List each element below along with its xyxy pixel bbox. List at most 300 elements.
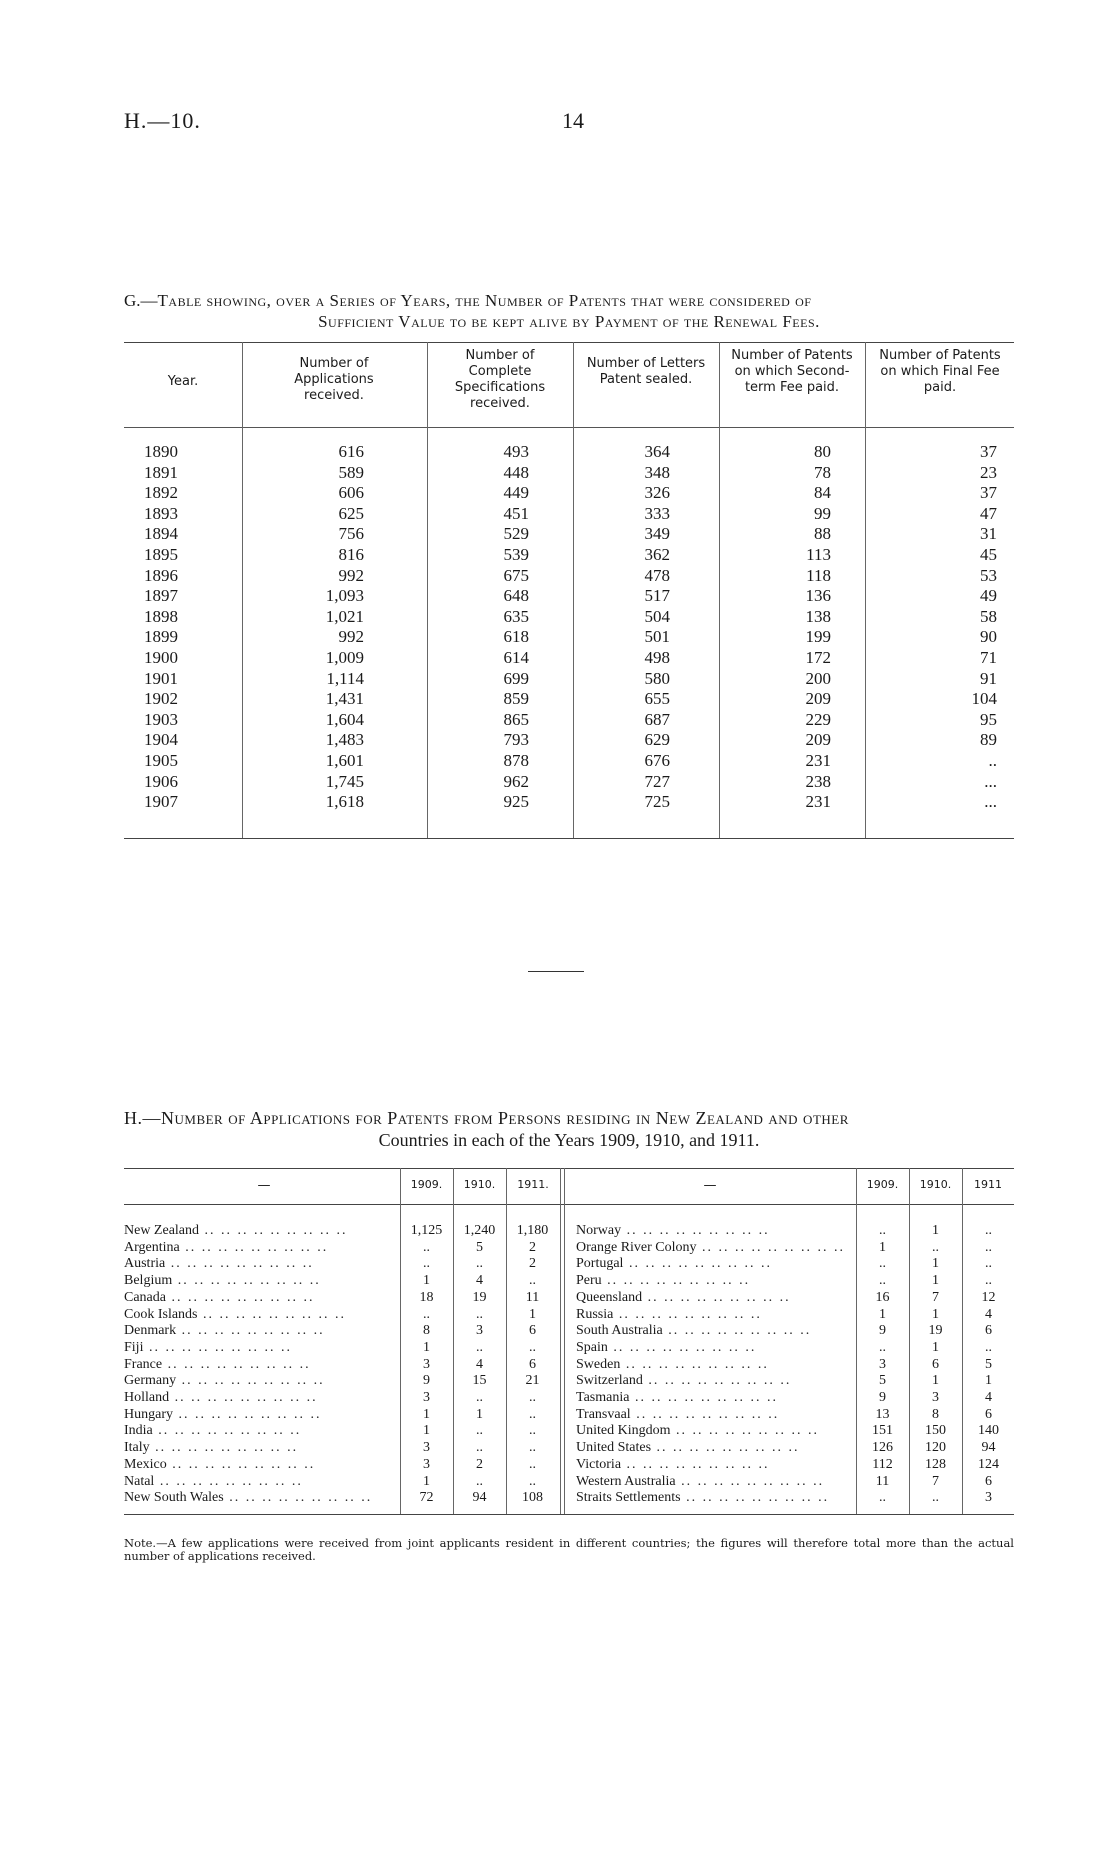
cell-value: .. [476,1390,483,1405]
cell-letters-patent: 727 [644,771,670,791]
table-row [124,1440,1014,1457]
cell-value: 6 [932,1356,939,1372]
cell-value: .. [423,1306,430,1322]
cell-value: 128 [925,1456,946,1472]
cell-value: .. [529,1423,536,1439]
footnote: Note.—A few applications were received from joint applicants resident in different countries; the figures will therefore total more than the actual number of applications received. [124,1536,1014,1563]
cell-value: 1 [879,1239,886,1255]
cell-final-fee: 91 [980,668,997,688]
cell-value: .. [476,1339,483,1355]
table-g-title [124,290,1014,332]
cell-letters-patent: 362 [644,545,670,564]
country-name: Portugal .. .. .. .. .. .. .. .. .. [576,1256,772,1272]
cell-final-fee: ... [984,792,997,812]
country-name: Russia .. .. .. .. .. .. .. .. .. [576,1306,762,1322]
cell-second-term-fee: 136 [805,586,831,606]
cell-applications: 1,021 [325,606,364,626]
table-h-title-line2: Countries in each of the Years 1909, 1910, and 1911. [378,1130,760,1150]
cell-value: .. [476,1256,483,1272]
right-year-1911: 1911 [974,1178,1002,1191]
cell-value: 124 [978,1456,999,1472]
cell-value: 120 [925,1440,946,1456]
cell-value: .. [529,1390,536,1405]
cell-second-term-fee: 199 [805,627,831,647]
country-name: Transvaal .. .. .. .. .. .. .. .. .. [576,1406,780,1422]
table-row [124,545,1014,565]
cell-value: 8 [932,1406,939,1422]
cell-value: 5 [476,1239,483,1255]
cell-year: 1901 [144,668,178,688]
cell-second-term-fee: 84 [814,483,831,503]
cell-letters-patent: 349 [644,524,670,544]
cell-applications: 1,745 [325,771,364,791]
cell-value: 1 [423,1423,430,1439]
country-name: Hungary .. .. .. .. .. .. .. .. .. [124,1406,322,1422]
cell-value: 6 [529,1356,536,1372]
left-year-1911: 1911. [517,1178,549,1191]
cell-final-fee: 45 [980,545,997,564]
cell-value: 94 [981,1440,996,1456]
country-name: Tasmania .. .. .. .. .. .. .. .. .. [576,1390,778,1405]
country-name: Natal .. .. .. .. .. .. .. .. .. [124,1473,303,1489]
cell-letters-patent: 501 [644,627,670,647]
cell-value: 4 [476,1273,483,1289]
country-name: United States .. .. .. .. .. .. .. .. .. [576,1440,800,1456]
cell-final-fee: 90 [980,627,997,647]
cell-value: 3 [423,1440,430,1456]
cell-value: 1 [423,1406,430,1422]
cell-letters-patent: 725 [644,792,670,812]
cell-value: .. [879,1223,886,1238]
country-name: Argentina .. .. .. .. .. .. .. .. .. [124,1239,329,1255]
cell-specifications: 859 [503,689,529,709]
cell-value: 2 [476,1456,483,1472]
cell-value: 1 [423,1273,430,1289]
cell-value: 7 [932,1473,939,1489]
cell-applications: 992 [338,565,364,585]
cell-value: 15 [472,1373,487,1389]
country-name: Belgium .. .. .. .. .. .. .. .. .. [124,1273,321,1289]
right-year-1909: 1909. [866,1178,899,1191]
cell-value: 18 [419,1289,434,1305]
cell-specifications: 451 [503,503,529,523]
cell-value: 1,240 [463,1223,496,1238]
left-year-1909: 1909. [410,1178,443,1191]
cell-final-fee: 23 [980,462,997,482]
cell-value: 1 [932,1306,939,1322]
cell-specifications: 529 [503,524,529,544]
cell-value: 3 [423,1356,430,1372]
cell-specifications: 448 [503,462,529,482]
cell-value: .. [529,1406,536,1422]
cell-letters-patent: 580 [644,668,670,688]
cell-value: .. [423,1256,430,1272]
cell-year: 1899 [144,627,178,647]
cell-final-fee: 47 [980,503,997,523]
table-g-title-line1: Table showing, over a Series of Years, the Number of Patents that were considered of [157,291,812,310]
cell-second-term-fee: 209 [805,730,831,750]
cell-value: 19 [928,1323,943,1339]
cell-year: 1905 [144,751,178,770]
cell-second-term-fee: 80 [814,442,831,461]
table-row [124,1240,1014,1257]
table-row [124,1474,1014,1491]
cell-specifications: 614 [503,648,529,667]
cell-value: 1 [529,1306,536,1322]
table-row [124,1357,1014,1374]
country-name: Western Australia .. .. .. .. .. .. .. .. .. [576,1473,825,1489]
cell-value: 112 [872,1456,893,1472]
cell-letters-patent: 504 [644,606,670,626]
cell-value: .. [476,1423,483,1439]
table-row [124,1390,1014,1407]
cell-value: 4 [476,1356,483,1372]
cell-letters-patent: 478 [644,565,670,585]
cell-applications: 616 [338,442,364,461]
cell-applications: 606 [338,483,364,503]
col-header-final-fee: Number of Patents on which Final Fee paid. [879,348,1001,395]
col-header-year: Year. [167,374,199,389]
table-row [124,1307,1014,1324]
table-row [124,607,1014,627]
cell-value: 1 [932,1256,939,1272]
table-row [124,1407,1014,1424]
country-name: France .. .. .. .. .. .. .. .. .. [124,1356,311,1372]
table-row [124,1457,1014,1474]
cell-applications: 1,604 [325,709,364,729]
cell-value: .. [476,1306,483,1322]
table-row [124,627,1014,647]
country-name: Orange River Colony .. .. .. .. .. .. .. .. .. [576,1239,846,1255]
cell-letters-patent: 348 [644,462,670,482]
table-row [124,463,1014,483]
col-header-letters-patent: Number of Letters Patent sealed. [586,356,706,387]
table-g [124,342,1014,842]
cell-value: 6 [985,1406,992,1422]
country-name: Switzerland .. .. .. .. .. .. .. .. .. [576,1373,792,1389]
cell-value: 3 [423,1390,430,1405]
cell-applications: 756 [338,524,364,544]
col-header-applications: Number of Applications received. [294,356,374,403]
table-row [124,1423,1014,1440]
country-name: Victoria .. .. .. .. .. .. .. .. .. [576,1456,770,1472]
country-name: Holland .. .. .. .. .. .. .. .. .. [124,1390,318,1405]
cell-value: 1 [932,1339,939,1355]
cell-value: .. [985,1239,992,1255]
cell-final-fee: 53 [980,565,997,585]
cell-second-term-fee: 200 [805,668,831,688]
cell-applications: 1,431 [325,689,364,709]
cell-applications: 816 [338,545,364,564]
page-number: 14 [562,108,584,133]
cell-value: 1 [932,1373,939,1389]
cell-value: .. [932,1239,939,1255]
section-divider [528,971,584,972]
cell-value: 4 [985,1306,992,1322]
cell-value: 6 [529,1323,536,1339]
cell-value: 5 [985,1356,992,1372]
cell-year: 1894 [144,524,178,544]
cell-value: .. [423,1239,430,1255]
cell-letters-patent: 629 [644,730,670,750]
table-row [124,710,1014,730]
table-h-title-line1: H.—Number of Applications for Patents from Persons residing in New Zealand and other [124,1108,849,1128]
cell-letters-patent: 687 [644,709,670,729]
cell-year: 1897 [144,586,178,606]
country-name: Austria .. .. .. .. .. .. .. .. .. [124,1256,314,1272]
table-row [124,483,1014,503]
cell-value: .. [879,1273,886,1289]
country-name: Cook Islands .. .. .. .. .. .. .. .. .. [124,1306,346,1322]
cell-specifications: 878 [503,751,529,770]
document-reference: H.—10. [124,108,201,133]
cell-specifications: 675 [503,565,529,585]
cell-value: 6 [985,1473,992,1489]
cell-value: 1 [476,1406,483,1422]
cell-final-fee: 95 [980,709,997,729]
cell-value: 19 [472,1289,487,1305]
cell-final-fee: 104 [971,689,997,709]
cell-letters-patent: 326 [644,483,670,503]
cell-second-term-fee: 209 [805,689,831,709]
table-row [124,586,1014,606]
cell-final-fee: 71 [980,648,997,667]
right-year-1910: 1910. [919,1178,952,1191]
table-h [124,1168,1014,1518]
table-row [124,1273,1014,1290]
cell-second-term-fee: 172 [805,648,831,667]
cell-value: 72 [419,1490,434,1506]
cell-value: 1 [985,1373,992,1389]
table-row [124,669,1014,689]
cell-value: 6 [985,1323,992,1339]
cell-value: 4 [985,1390,992,1405]
table-row [124,689,1014,709]
cell-year: 1893 [144,503,178,523]
cell-value: 11 [875,1473,890,1489]
cell-value: .. [985,1273,992,1289]
table-row [124,504,1014,524]
cell-specifications: 635 [503,606,529,626]
cell-applications: 1,093 [325,586,364,606]
table-row [124,751,1014,771]
cell-year: 1900 [144,648,178,667]
cell-applications: 1,618 [325,792,364,812]
cell-applications: 1,601 [325,751,364,770]
cell-value: .. [985,1339,992,1355]
cell-value: .. [985,1223,992,1238]
table-row [124,772,1014,792]
cell-second-term-fee: 231 [805,792,831,812]
cell-second-term-fee: 99 [814,503,831,523]
table-row [124,1290,1014,1307]
cell-value: 9 [879,1323,886,1339]
cell-letters-patent: 517 [644,586,670,606]
cell-year: 1898 [144,606,178,626]
country-name: Canada .. .. .. .. .. .. .. .. .. [124,1289,315,1305]
table-row [124,1373,1014,1390]
left-label-dash: — [257,1178,271,1193]
cell-year: 1907 [144,792,178,812]
cell-value: 1 [423,1339,430,1355]
cell-value: 2 [529,1239,536,1255]
country-name: Italy .. .. .. .. .. .. .. .. .. [124,1440,299,1456]
col-header-second-term: Number of Patents on which Second-term Fee paid. [731,348,853,395]
cell-specifications: 793 [503,730,529,750]
cell-value: 11 [525,1289,540,1305]
cell-letters-patent: 364 [644,442,670,461]
cell-value: 150 [925,1423,946,1439]
table-g-title-prefix: G.— [124,291,158,310]
cell-second-term-fee: 88 [814,524,831,544]
cell-value: .. [985,1256,992,1272]
cell-value: 1,180 [516,1223,549,1238]
country-name: Straits Settlements .. .. .. .. .. .. .. .. .. [576,1490,830,1506]
cell-specifications: 925 [503,792,529,812]
table-row [124,792,1014,812]
cell-letters-patent: 333 [644,503,670,523]
country-name: Spain .. .. .. .. .. .. .. .. .. [576,1339,757,1355]
cell-value: .. [529,1339,536,1355]
cell-year: 1892 [144,483,178,503]
cell-value: 1 [423,1473,430,1489]
cell-value: 2 [529,1256,536,1272]
table-row [124,1256,1014,1273]
cell-year: 1902 [144,689,178,709]
cell-specifications: 493 [503,442,529,461]
cell-letters-patent: 655 [644,689,670,709]
country-name: New South Wales .. .. .. .. .. .. .. .. .. [124,1490,373,1506]
table-row [124,730,1014,750]
table-h-title [124,1107,1014,1151]
country-name: Denmark .. .. .. .. .. .. .. .. .. [124,1323,325,1339]
cell-applications: 1,483 [325,730,364,750]
cell-second-term-fee: 113 [806,545,831,564]
cell-value: 9 [423,1373,430,1389]
cell-value: .. [476,1473,483,1489]
country-name: Mexico .. .. .. .. .. .. .. .. .. [124,1456,316,1472]
cell-year: 1904 [144,730,178,750]
cell-year: 1906 [144,771,178,791]
cell-year: 1896 [144,565,178,585]
cell-second-term-fee: 138 [805,606,831,626]
table-row [124,1223,1014,1240]
cell-specifications: 962 [503,771,529,791]
cell-second-term-fee: 231 [805,751,831,770]
cell-applications: 1,114 [326,668,364,688]
cell-year: 1890 [144,442,178,461]
cell-value: 1 [932,1223,939,1238]
country-name: New Zealand .. .. .. .. .. .. .. .. .. [124,1223,348,1238]
country-name: South Australia .. .. .. .. .. .. .. .. .. [576,1323,812,1339]
cell-applications: 589 [338,462,364,482]
table-row [124,1490,1014,1507]
cell-value: 16 [875,1289,890,1305]
cell-specifications: 648 [503,586,529,606]
cell-letters-patent: 676 [644,751,670,770]
table-row [124,648,1014,668]
cell-applications: 625 [338,503,364,523]
cell-value: 3 [879,1356,886,1372]
country-name: United Kingdom .. .. .. .. .. .. .. .. .. [576,1423,819,1439]
cell-value: 94 [472,1490,487,1506]
cell-second-term-fee: 229 [805,709,831,729]
right-label-dash: — [703,1178,717,1193]
cell-specifications: 449 [503,483,529,503]
cell-second-term-fee: 78 [814,462,831,482]
cell-final-fee: 58 [980,606,997,626]
table-row [124,566,1014,586]
cell-value: .. [529,1273,536,1289]
col-header-specifications: Number of Complete Specifications received. [454,348,546,411]
cell-value: .. [529,1456,536,1472]
cell-value: .. [476,1440,483,1456]
table-row [124,1340,1014,1357]
cell-value: .. [879,1490,886,1506]
cell-value: 151 [872,1423,893,1439]
cell-value: 140 [978,1423,999,1439]
cell-value: .. [879,1256,886,1272]
cell-second-term-fee: 118 [806,565,831,585]
cell-value: .. [879,1339,886,1355]
cell-final-fee: 49 [980,586,997,606]
cell-final-fee: 31 [980,524,997,544]
cell-value: 3 [932,1390,939,1405]
cell-applications: 1,009 [325,648,364,667]
cell-letters-patent: 498 [644,648,670,667]
table-row [124,1323,1014,1340]
cell-final-fee: .. [988,751,997,770]
country-name: Fiji .. .. .. .. .. .. .. .. .. [124,1339,292,1355]
cell-value: 3 [423,1456,430,1472]
cell-value: .. [529,1440,536,1456]
cell-value: 3 [476,1323,483,1339]
cell-value: .. [932,1490,939,1506]
left-year-1910: 1910. [463,1178,496,1191]
cell-final-fee: ... [984,771,997,791]
cell-value: 8 [423,1323,430,1339]
cell-value: 13 [875,1406,890,1422]
cell-value: 21 [525,1373,540,1389]
cell-value: 126 [872,1440,893,1456]
cell-applications: 992 [338,627,364,647]
cell-specifications: 865 [503,709,529,729]
table-row [124,442,1014,462]
cell-final-fee: 37 [980,483,997,503]
cell-specifications: 699 [503,668,529,688]
cell-final-fee: 89 [980,730,997,750]
cell-value: 7 [932,1289,939,1305]
cell-specifications: 539 [503,545,529,564]
table-g-title-line2: Sufficient Value to be kept alive by Payment of the Renewal Fees. [318,312,820,331]
country-name: India .. .. .. .. .. .. .. .. .. [124,1423,302,1439]
cell-year: 1895 [144,545,178,564]
cell-value: 108 [522,1490,543,1506]
cell-value: .. [529,1473,536,1489]
cell-value: 3 [985,1490,992,1506]
country-name: Queensland .. .. .. .. .. .. .. .. .. [576,1289,791,1305]
cell-value: 1 [932,1273,939,1289]
country-name: Peru .. .. .. .. .. .. .. .. .. [576,1273,751,1289]
cell-value: 5 [879,1373,886,1389]
country-name: Sweden .. .. .. .. .. .. .. .. .. [576,1356,769,1372]
cell-value: 1 [879,1306,886,1322]
cell-specifications: 618 [503,627,529,647]
cell-final-fee: 37 [980,442,997,461]
cell-year: 1903 [144,709,178,729]
table-row [124,524,1014,544]
cell-second-term-fee: 238 [805,771,831,791]
